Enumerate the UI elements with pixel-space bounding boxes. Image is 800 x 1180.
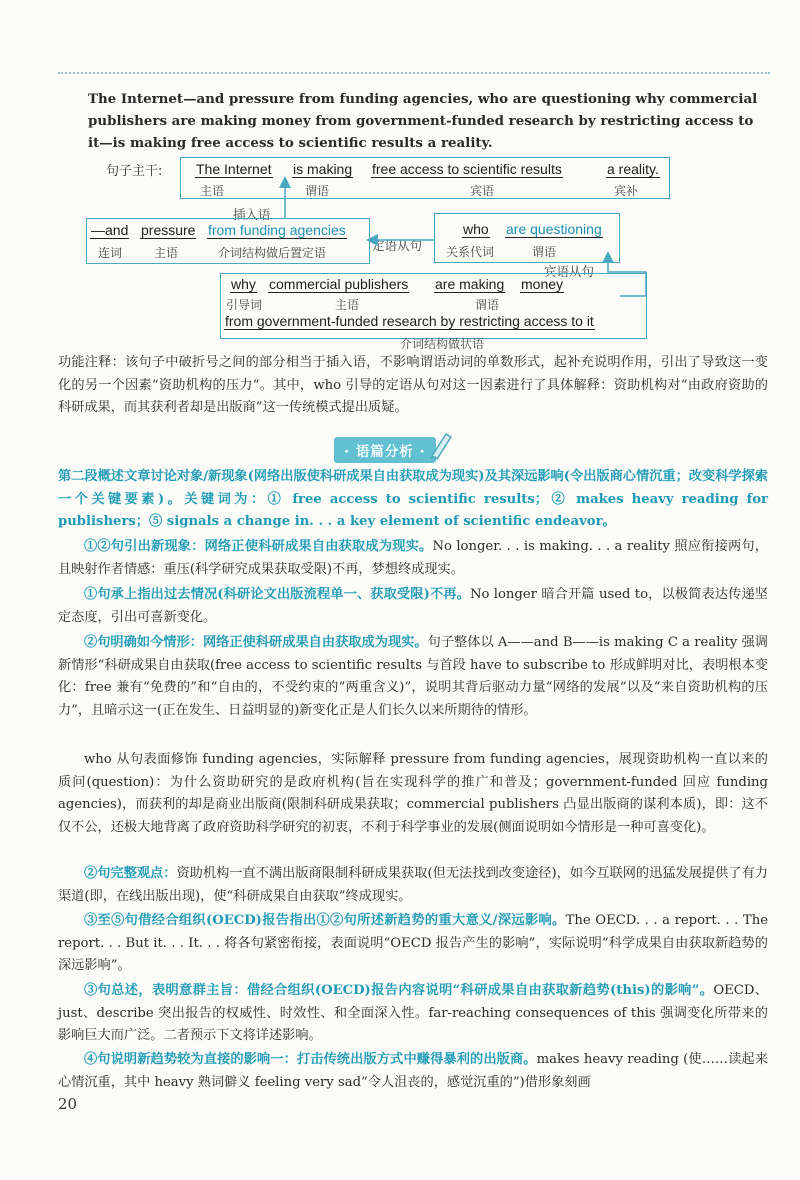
why-label-subject: 主语 <box>335 298 360 312</box>
page-number: 20 <box>58 1095 78 1113</box>
diagram-main-label: 句子主干: <box>106 164 163 179</box>
main-word-verb: is making <box>293 161 353 177</box>
why-line2: from government-funded research by restricting access to it <box>225 313 594 329</box>
left-word-and: —and <box>91 222 129 238</box>
rel-label-pronoun: 关系代词 <box>446 245 495 259</box>
left-label-conj: 连词 <box>98 246 123 260</box>
para-sent2-full <box>58 863 768 908</box>
section-badge: · 语篇分析 · <box>334 437 436 463</box>
left-word-pressure: pressure <box>141 222 196 238</box>
main-word-subject: The Internet <box>196 161 272 177</box>
why-word-subject: commercial publishers <box>269 276 409 292</box>
para-sent2-heading: ②句明确如今情形：网络正使科研成果自由获取成为现实。 <box>84 635 428 650</box>
para-sent1 <box>58 584 768 629</box>
para-sent4 <box>58 1049 768 1094</box>
attr-clause-label: 定语从句 <box>372 238 423 253</box>
para-sent3to5-heading: ③至⑤句借经合组织(OECD)报告指出①②句所述新趋势的重大意义/深远影响。 <box>84 913 566 928</box>
para-sent3-text: OECD、just、describe 突出报告的权威性、时效性、和全面深入性。far-reaching consequences of this 强调变化所带来的影响巨大而广泛。二者预示下文将详述影响。 <box>58 983 768 1044</box>
pen-icon <box>428 430 454 460</box>
para-sent1-text: No longer 暗合开篇 used to，以极简表达传递坚定态度，引出可喜新变化。 <box>58 587 768 625</box>
para-sent2-full-text: 资助机构一直不满出版商限制科研成果获取(但无法找到改变途径)，如今互联网的迅猛发展提供了有力渠道(即，在线出版出现)，使“科研成果自由获取”终成现实。 <box>58 866 768 904</box>
para-who-clause: who 从句表面修饰 funding agencies，实际解释 pressure from funding agencies，展现资助机构一直以来的质问(question)：为什么资助研究的是政府机构(旨在实现科学的推广和普及；government-funded 回应 funding agencies)，而获利的却是商业出版商(限制科研成果获取；commercial publishers 凸显出版商的谋利本质)，即：这不仅不公，还极大地背离了政府资助科学研究的初衷，不利于科学事业的发展(侧面说明如今情形是一种可喜变化)。 <box>58 752 768 835</box>
left-label-prep: 介词结构做后置定语 <box>218 246 327 260</box>
obj-clause-label: 宾语从句 <box>544 264 595 279</box>
para-sent4-text: makes heavy reading (使……读起来心情沉重，其中 heavy 熟词僻义 feeling very sad“令人沮丧的，感觉沉重的”)借形象刻画 <box>58 1052 769 1090</box>
main-label-object: 宾语 <box>470 184 495 198</box>
para-sent1-heading: ①句承上指出过去情况(科研论文出版流程单一、获取受限)不再。 <box>84 587 470 602</box>
main-word-object: free access to scientific results <box>372 161 562 177</box>
para-sent12 <box>58 536 768 581</box>
rel-label-verb: 谓语 <box>532 245 557 259</box>
why-word-verb: are making <box>435 276 505 292</box>
main-word-complement: a reality. <box>607 161 659 177</box>
para-sent2-full-heading: ②句完整观点： <box>84 866 177 881</box>
para-sent12-text: No longer. . . is making. . . a reality 照应衔接两句，且映射作者情感：重压(科学研究成果获取受限)不再，梦想终成现实。 <box>58 539 768 577</box>
rel-word-questioning: are questioning <box>506 221 602 237</box>
lead-sentence: The Internet—and pressure from funding agencies, who are questioning why commercial publishers are making money from government-funded research by restricting access to it—is making free access to scientific results a reality. <box>88 91 758 151</box>
para-sent3to5 <box>58 910 768 978</box>
why-label-verb: 谓语 <box>475 298 500 312</box>
why-label-intro: 引导词 <box>226 298 263 312</box>
main-label-verb: 谓语 <box>305 184 330 198</box>
main-label-complement: 宾补 <box>614 184 639 198</box>
para-sent3 <box>58 980 768 1048</box>
left-word-funding-agencies: from funding agencies <box>208 222 346 238</box>
insert-label: 插入语 <box>233 207 271 222</box>
why-word-why: why <box>231 276 256 292</box>
rel-word-who: who <box>463 221 489 237</box>
diagram-connectors <box>0 0 800 360</box>
para-sent2 <box>58 632 768 722</box>
why-word-money: money <box>521 276 564 292</box>
para-sent3to5-text: The OECD. . . a report. . . The report. . . But it. . . It. . . 将各句紧密衔接，表面说明“OECD 报告产生的影响”，实际说明“科学成果自由获取新趋势的深远影响”。 <box>58 913 769 974</box>
left-label-subject: 主语 <box>154 246 179 260</box>
function-note: 功能注释：该句子中破折号之间的部分相当于插入语，不影响谓语动词的单数形式，起补充说明作用，引出了导致这一变化的另一个因素“资助机构的压力”。其中，who 引导的定语从句对这一因素进行了具体解释：资助机构对“由政府资助的科研成果，而其获利者却是出版商”这一传统模式提出质疑。 <box>58 355 768 416</box>
para-sent4-heading: ④句说明新趋势较为直接的影响一：打击传统出版方式中赚得暴利的出版商。 <box>84 1052 537 1067</box>
para-sent12-heading: ①②句引出新现象：网络正使科研成果自由获取成为现实。 <box>84 539 433 554</box>
why-line2-label: 介词结构做状语 <box>400 337 485 351</box>
paragraph-overview: 第二段概述文章讨论对象/新现象(网络出版使科研成果自由获取成为现实)及其深远影响(令出版商心情沉重；改变科学探索一个关键要素)。关键词为：① free access to scientific results；② makes heavy reading for publishers；⑤ signals a change in. . . a key element of scientific endeavor。 <box>58 469 768 530</box>
para-sent3-heading: ③句总述，表明意群主旨：借经合组织(OECD)报告内容说明“科研成果自由获取新趋势(this)的影响”。 <box>84 983 714 998</box>
main-label-subject: 主语 <box>200 184 225 198</box>
para-sent2-text: 句子整体以 A——and B——is making C a reality 强调新情形“科研成果自由获取(free access to scientific results 与首段 have to subscribe to 形成鲜明对比，表明根本变化：free 兼有“免费的”和“自由的，不受约束的”两重含义)”，说明其背后驱动力量“网络的发展”以及“来自资助机构的压力”，且暗示这一(正在发生、日益明显的)新变化正是人们长久以来所期待的情形。 <box>58 635 768 718</box>
